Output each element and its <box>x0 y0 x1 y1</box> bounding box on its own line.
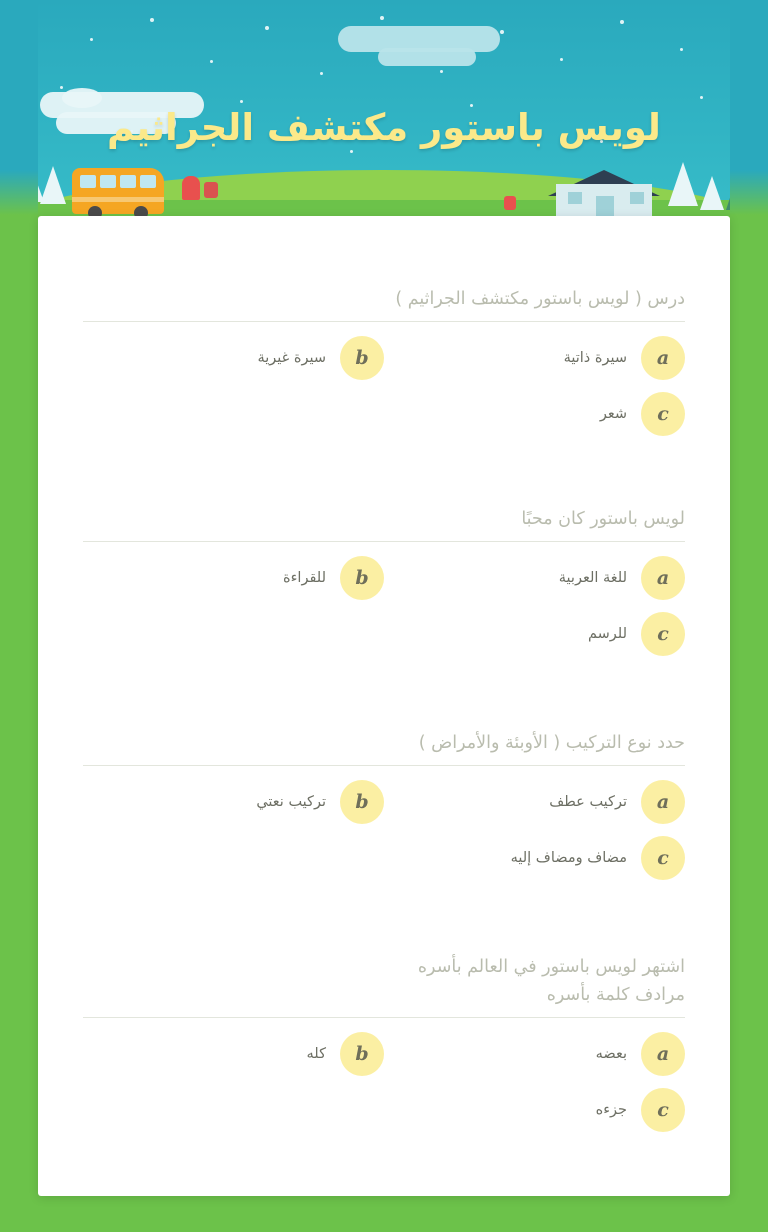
option-bubble-a[interactable]: a <box>641 336 685 380</box>
option-bubble-a[interactable]: a <box>641 780 685 824</box>
option-bubble-c[interactable]: c <box>641 836 685 880</box>
gift-icon <box>204 182 218 198</box>
snow-dot <box>440 70 443 73</box>
snow-dot <box>560 58 563 61</box>
option-bubble-b[interactable]: b <box>340 780 384 824</box>
answer-option[interactable] <box>384 336 685 380</box>
house-window-icon <box>568 192 582 204</box>
snow-dot <box>210 60 213 63</box>
tree-icon <box>40 166 66 204</box>
question-text <box>83 506 685 542</box>
snow-dot <box>320 72 323 75</box>
house-window-icon <box>630 192 644 204</box>
option-label: كله <box>306 1045 326 1062</box>
page-title: لويس باستور مكتشف الجراثيم <box>107 106 661 149</box>
option-label: تركيب نعتي <box>256 794 326 811</box>
option-bubble-c[interactable]: c <box>641 392 685 436</box>
answer-options <box>83 336 685 448</box>
gift-icon <box>504 196 516 210</box>
answer-option[interactable] <box>384 392 685 436</box>
option-label: للرسم <box>587 626 627 643</box>
answer-option[interactable] <box>83 1032 384 1076</box>
answer-option[interactable] <box>384 780 685 824</box>
answer-options <box>83 780 685 892</box>
snow-dot <box>680 48 683 51</box>
snow-dot <box>700 96 703 99</box>
question-block <box>83 730 685 892</box>
answer-option[interactable] <box>83 336 384 380</box>
question-block <box>83 954 685 1143</box>
cloud-icon <box>62 88 102 108</box>
snow-dot <box>150 18 154 22</box>
option-label: جزءه <box>595 1101 627 1118</box>
answer-option[interactable] <box>384 836 685 880</box>
santa-figure-icon <box>182 176 200 200</box>
right-margin-strip <box>730 0 768 1232</box>
option-bubble-b[interactable]: b <box>340 1032 384 1076</box>
question-block <box>83 286 685 448</box>
option-label: للقراءة <box>283 570 326 587</box>
question-line: درس ( لويس باستور مكتشف الجراثيم ) <box>395 289 685 309</box>
snow-dot <box>90 38 93 41</box>
snow-dot <box>60 86 63 89</box>
option-bubble-b[interactable]: b <box>340 336 384 380</box>
question-line: مرادف كلمة بأسره <box>546 984 685 1005</box>
answer-option[interactable] <box>83 780 384 824</box>
answer-option[interactable] <box>384 1032 685 1076</box>
answer-option[interactable] <box>83 556 384 600</box>
answer-option[interactable] <box>384 1088 685 1132</box>
question-line: لويس باستور كان محبًا <box>521 509 685 530</box>
option-bubble-a[interactable]: a <box>641 556 685 600</box>
question-line: حدد نوع التركيب ( الأوبئة والأمراض ) <box>418 733 685 754</box>
option-bubble-a[interactable]: a <box>641 1032 685 1076</box>
question-text <box>83 730 685 766</box>
house-door-icon <box>596 196 614 218</box>
option-bubble-b[interactable]: b <box>340 556 384 600</box>
snow-dot <box>350 150 353 153</box>
question-line: اشتهر لويس باستور في العالم بأسره <box>417 957 685 978</box>
answer-options <box>83 556 685 668</box>
option-label: تركيب عطف <box>549 794 627 811</box>
option-label: سيرة غيرية <box>257 350 326 367</box>
left-margin-strip <box>0 0 38 1232</box>
snow-dot <box>240 100 243 103</box>
cloud-icon <box>378 48 476 66</box>
tree-icon <box>700 176 724 210</box>
question-text <box>83 286 685 322</box>
option-label: سيرة ذاتية <box>563 350 627 367</box>
question-block <box>83 506 685 668</box>
answer-option[interactable] <box>384 612 685 656</box>
option-label: بعضه <box>595 1045 627 1062</box>
option-bubble-c[interactable]: c <box>641 612 685 656</box>
school-bus-icon <box>72 168 164 214</box>
option-label: للغة العربية <box>558 570 627 587</box>
worksheet-card <box>38 216 730 1196</box>
snow-dot <box>265 26 269 30</box>
answer-option[interactable] <box>384 556 685 600</box>
snow-dot <box>500 30 504 34</box>
tree-icon <box>668 162 698 206</box>
snow-dot <box>380 16 384 20</box>
snow-dot <box>620 20 624 24</box>
option-label: مضاف ومضاف إليه <box>510 850 627 867</box>
option-label: شعر <box>599 406 627 423</box>
answer-options <box>83 1032 685 1144</box>
option-bubble-c[interactable]: c <box>641 1088 685 1132</box>
question-text <box>83 954 685 1017</box>
